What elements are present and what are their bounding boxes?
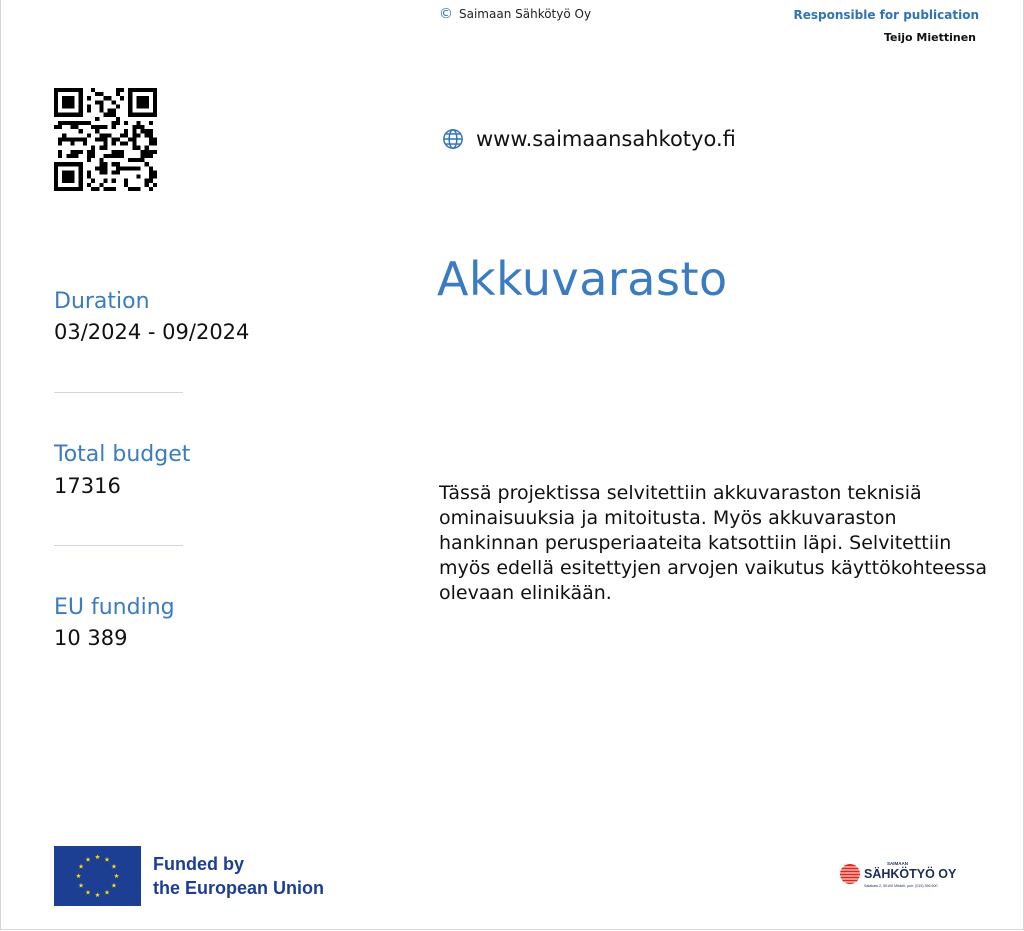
divider — [54, 545, 183, 546]
eu-flag-icon — [54, 846, 141, 906]
logo-address-text: Satakatu 2, 50100 Mikkeli, puh. (015) 356 600 — [864, 884, 938, 888]
website-link[interactable] — [442, 127, 736, 151]
logo-mark-icon — [840, 864, 860, 884]
funding-value: 10 389 — [54, 626, 128, 650]
logo-main-text: SÄHKÖTYÖ OY — [864, 867, 957, 881]
duration-label: Duration — [54, 289, 150, 314]
budget-label: Total budget — [54, 442, 191, 467]
budget-value: 17316 — [54, 474, 121, 498]
company-logo — [840, 858, 964, 892]
website-url[interactable]: www.saimaansahkotyo.fi — [476, 127, 736, 151]
logo-small-text: SAIMAAN — [887, 861, 908, 866]
eu-funding-text — [153, 852, 324, 900]
copyright-icon: © — [439, 6, 453, 22]
eu-funding-badge — [54, 846, 324, 906]
copyright-text: Saimaan Sähkötyö Oy — [459, 7, 592, 21]
eu-funding-line1: Funded by — [153, 854, 244, 874]
project-title: Akkuvarasto — [437, 252, 728, 306]
eu-funding-line2: the European Union — [153, 878, 324, 898]
globe-icon — [442, 128, 464, 150]
qr-code-icon — [54, 88, 157, 191]
publication-label: Responsible for publication — [793, 8, 979, 22]
divider — [54, 392, 183, 393]
project-description: Tässä projektissa selvitettiin akkuvaraston teknisiä ominaisuuksia ja mitoitusta. Myös akkuvaraston hankinnan perusperiaateita katsottiin läpi. Selvitettiin myös edellä esitettyjen arvojen vaikutus käyttökohteessa olevaan elinikään. — [439, 482, 987, 604]
copyright-line — [439, 7, 591, 21]
funding-label: EU funding — [54, 595, 175, 620]
duration-value: 03/2024 - 09/2024 — [54, 320, 250, 344]
publication-name: Teijo Miettinen — [883, 31, 976, 44]
